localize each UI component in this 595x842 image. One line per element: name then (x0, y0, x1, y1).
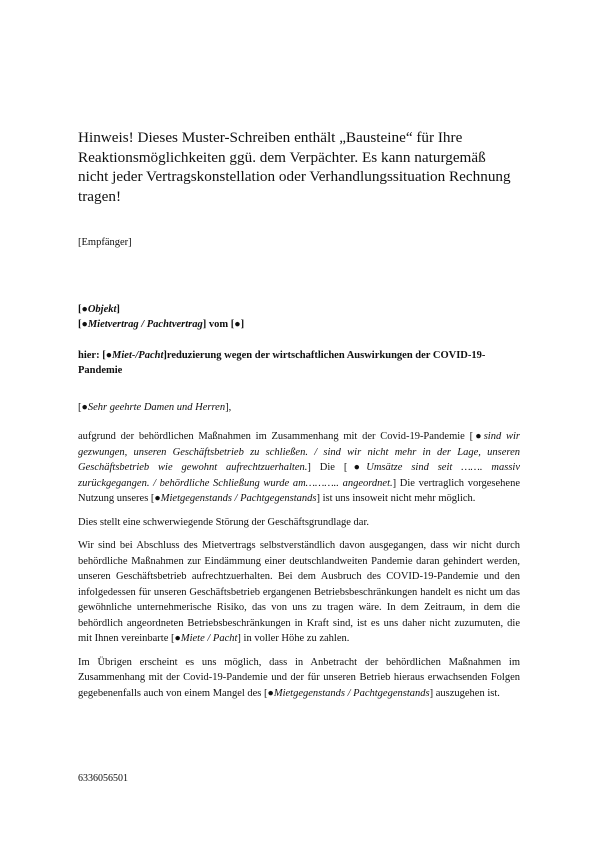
salutation: [●Sehr geehrte Damen und Herren], (78, 402, 232, 413)
paragraph-risk: Wir sind bei Abschluss des Mietvertrags selbstverständlich davon ausgegangen, dass wir nicht durch behördliche Maßnahmen zur Eindämmung einer deutschlandweiten Pandemie daran gehindert werden, unseren Geschäftsbetrieb aufrechtzuerhalten. Bei dem Ausbruch des COVID-19-Pandemie und den infolgedessen für unseren Geschäftsbetrieb ergangenen Betriebsbeschränkungen handelt es nicht um das gewöhnliche unternehmerische Risiko, das von uns zu tragen wäre. In dem Zeitraum, in dem die behördlich angeordneten Betriebsbeschränkungen in Kraft sind, ist es uns daher nicht zuzumuten, die mit Ihnen vereinbarte [●Miete / Pacht] in voller Höhe zu zahlen. (78, 540, 520, 644)
subject-block (78, 302, 244, 332)
subject-contract: [●Mietvertrag / Pachtvertrag] vom [●] (78, 319, 245, 330)
document-id: 6336056501 (78, 773, 128, 784)
subject-concern: hier: [●Miet-/Pacht]reduzierung wegen der wirtschaftlichen Auswirkungen der COVID-19-Pandemie (78, 350, 486, 376)
subject-object: [●Objekt] (78, 304, 120, 315)
letter-body (78, 429, 520, 709)
hint-notice: Hinweis! Dieses Muster-Schreiben enthält „Bausteine“ für Ihre Reaktionsmöglichkeiten ggü. dem Verpächter. Es kann naturgemäß nicht jeder Vertragskonstellation oder Verhandlungssituation Rechnung tragen! (78, 129, 511, 205)
paragraph-defect: Im Übrigen erscheint es uns möglich, dass in Anbetracht der behördlichen Maßnahmen im Zusammenhang mit der Covid-19-Pandemie und der für unseren Betrieb hieraus erwachsenden Folgen gegebenenfalls auch von einem Mangel des [●Mietgegenstands / Pachtgegenstands] auszugehen ist. (78, 656, 520, 699)
paragraph-measures: aufgrund der behördlichen Maßnahmen im Zusammenhang mit der Covid-19-Pandemie [●sind wir gezwungen, unseren Geschäftsbetrieb zu schließen. / sind wir nicht mehr in der Lage, unseren Geschäftsbetrieb wie gewohnt aufrechtzuerhalten.] Die [●Umsätze sind seit ……. massiv zurückgegangen. / behördliche Schließung wurde am……….. angeordnet.] Die vertraglich vorgesehene Nutzung unseres [●Mietgegenstands / Pachtgegenstands] ist uns insoweit nicht mehr möglich. (78, 431, 520, 504)
paragraph-disruption: Dies stellt eine schwerwiegende Störung der Geschäftsgrundlage dar. (78, 516, 369, 528)
recipient-placeholder: [Empfänger] (78, 237, 132, 248)
